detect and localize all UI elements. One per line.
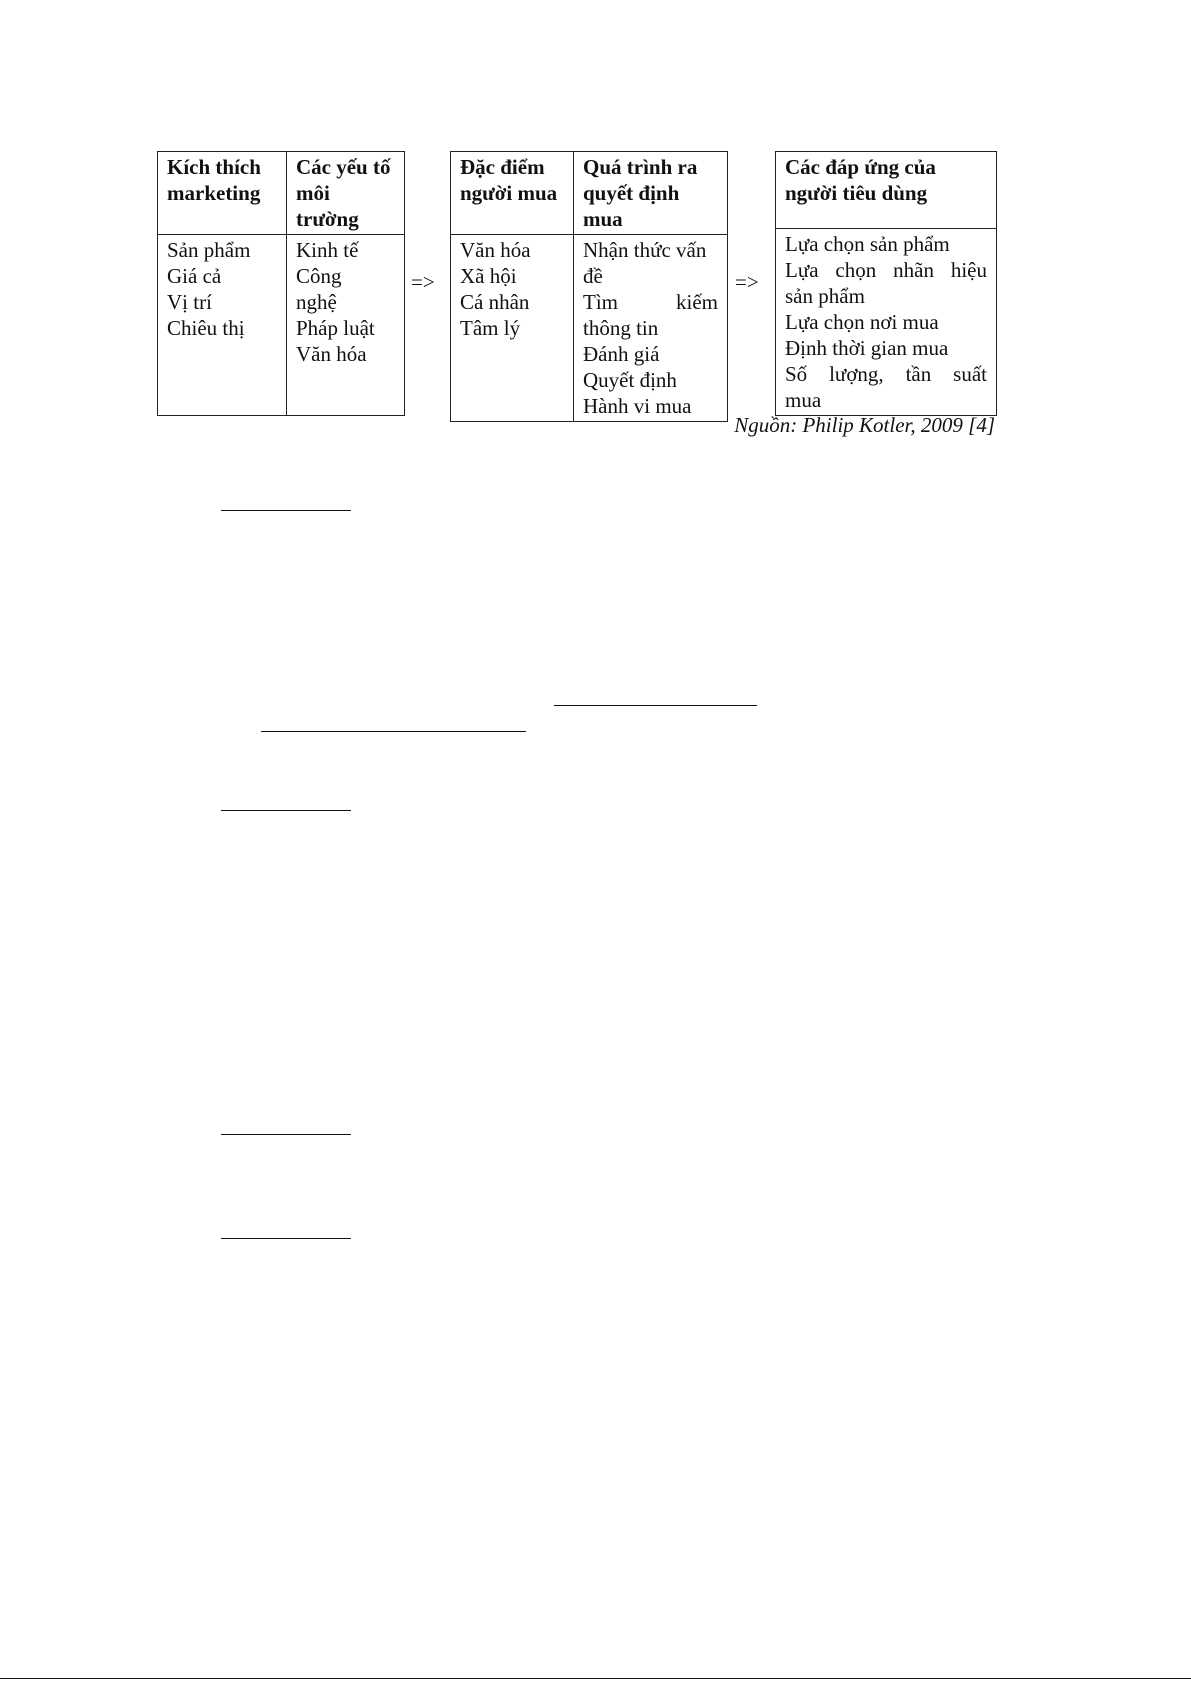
list-item: Quyết định (583, 368, 677, 392)
marketing-stimuli-list (158, 235, 287, 416)
figure-source-caption: Nguồn: Philip Kotler, 2009 [4] (734, 413, 995, 437)
list-item: đề (583, 264, 603, 288)
header-consumer-responses: Các đáp ứng của người tiêu dùng (776, 152, 997, 229)
header-environmental-factors: Các yếu tố môi trường (287, 152, 405, 235)
list-item: Văn hóa (296, 342, 367, 366)
list-item: Nhận thức vấn (583, 238, 707, 262)
header-buyer-characteristics: Đặc điểm người mua (451, 152, 574, 235)
list-item: Chiêu thị (167, 316, 245, 340)
list-item: Hành vi mua (583, 394, 692, 418)
flow-arrow: => (735, 270, 759, 294)
underline-rule (221, 1134, 351, 1135)
list-item: Lựa chọn nhãn hiệu (785, 258, 987, 282)
list-item: sản phẩm (785, 284, 865, 308)
header-marketing-stimuli: Kích thích marketing (158, 152, 287, 235)
environmental-factors-list (287, 235, 405, 416)
list-item: Sản phẩm (167, 238, 251, 262)
list-item: Tâm lý (460, 316, 521, 340)
underline-rule (221, 810, 351, 811)
list-item: Công (296, 264, 342, 288)
responses-box (775, 151, 997, 416)
list-item: Văn hóa (460, 238, 531, 262)
list-item: Số lượng, tần suất (785, 362, 987, 386)
list-item: Đánh giá (583, 342, 660, 366)
page-bottom-rule (0, 1678, 1191, 1679)
list-item: Giá cả (167, 264, 222, 288)
decision-process-list (574, 235, 728, 422)
underline-rule (221, 1238, 351, 1239)
flow-arrow: => (411, 270, 435, 294)
list-item: Lựa chọn sản phẩm (785, 232, 950, 256)
underline-rule (261, 731, 526, 732)
header-decision-process: Quá trình ra quyết định mua (574, 152, 728, 235)
list-item: Định thời gian mua (785, 336, 949, 360)
consumer-responses-list (776, 229, 997, 416)
buyer-box (450, 151, 728, 422)
buyer-characteristics-list (451, 235, 574, 422)
list-item: thông tin (583, 316, 659, 340)
consumer-behavior-model-figure (157, 151, 997, 441)
stimuli-box (157, 151, 405, 416)
list-item: Pháp luật (296, 316, 375, 340)
list-item: mua (785, 388, 822, 412)
underline-rule (554, 705, 757, 706)
list-item: Xã hội (460, 264, 517, 288)
underline-rule (221, 510, 351, 511)
list-item: Lựa chọn nơi mua (785, 310, 939, 334)
list-item: Vị trí (167, 290, 212, 314)
list-item: Kinh tế (296, 238, 359, 262)
list-item: Cá nhân (460, 290, 530, 314)
list-item: Tìm kiếm (583, 290, 718, 314)
list-item: nghệ (296, 290, 337, 314)
